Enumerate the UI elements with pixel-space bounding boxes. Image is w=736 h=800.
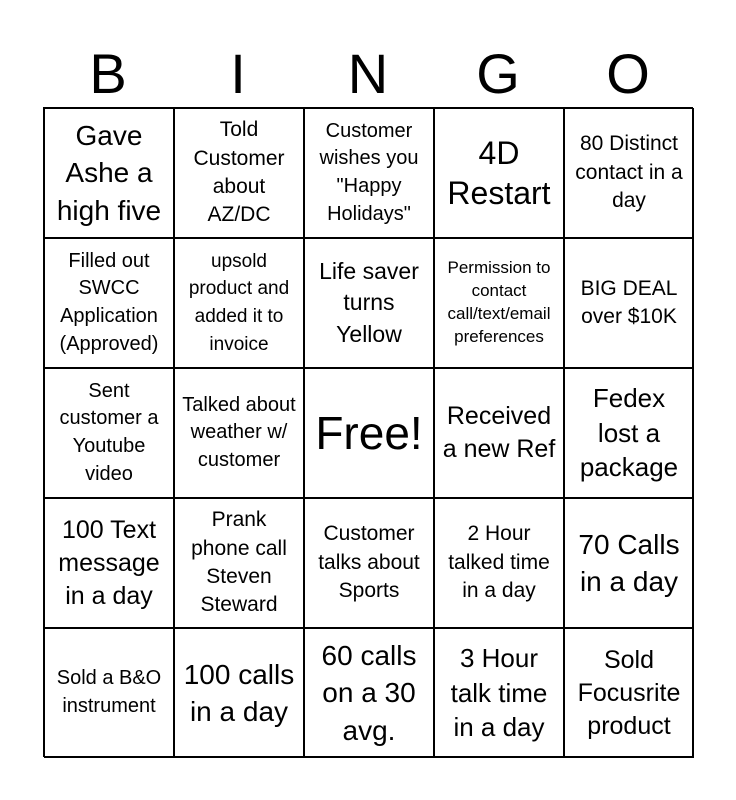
bingo-cell[interactable] [304, 108, 434, 238]
cell-text: Prank phone call Steven Steward [191, 508, 287, 617]
bingo-cell[interactable] [564, 368, 694, 498]
header-letter-n: N [347, 42, 389, 105]
cell-text: 80 Distinct contact in a day [575, 132, 683, 213]
bingo-card-grid [43, 107, 693, 757]
header-letter-b: B [89, 42, 127, 105]
bingo-cell[interactable] [434, 368, 564, 498]
cell-text: Received a new Ref [442, 402, 556, 463]
cell-text: 4D Restart [447, 135, 551, 211]
bingo-header [43, 40, 693, 108]
bingo-cell[interactable] [44, 238, 174, 368]
bingo-cell[interactable] [564, 108, 694, 238]
bingo-cell[interactable] [564, 498, 694, 628]
bingo-cell[interactable] [564, 238, 694, 368]
bingo-cell[interactable] [304, 628, 434, 758]
free-space-text: Free! [315, 406, 423, 459]
cell-text: Customer wishes you "Happy Holidays" [319, 119, 419, 225]
cell-text: Permission to contact call/text/email preferences [447, 258, 551, 346]
bingo-cell[interactable] [174, 238, 304, 368]
bingo-cell[interactable] [174, 108, 304, 238]
bingo-cell[interactable] [174, 628, 304, 758]
bingo-cell[interactable] [434, 238, 564, 368]
bingo-cell[interactable] [434, 628, 564, 758]
header-letter-o: O [606, 42, 650, 105]
cell-text: 100 calls in a day [183, 658, 295, 727]
cell-text: 100 Text message in a day [58, 515, 160, 610]
free-space-cell[interactable] [304, 368, 434, 498]
cell-text: Gave Ashe a high five [56, 120, 162, 226]
bingo-cell[interactable] [44, 368, 174, 498]
bingo-cell[interactable] [304, 238, 434, 368]
bingo-cell[interactable] [174, 498, 304, 628]
bingo-cell[interactable] [564, 628, 694, 758]
cell-text: Sent customer a Youtube video [59, 379, 159, 485]
cell-text: 60 calls on a 30 avg. [321, 640, 417, 746]
cell-text: Talked about weather w/ customer [182, 393, 296, 471]
bingo-cell[interactable] [434, 498, 564, 628]
header-letter-g: G [476, 42, 520, 105]
cell-text: Sold Focusrite product [577, 645, 681, 740]
cell-text: 2 Hour talked time in a day [448, 522, 550, 603]
cell-text: 70 Calls in a day [578, 528, 680, 597]
bingo-cell[interactable] [434, 108, 564, 238]
cell-text: BIG DEAL over $10K [580, 276, 678, 328]
cell-text: Sold a B&O instrument [56, 667, 162, 717]
bingo-cell[interactable] [174, 368, 304, 498]
cell-text: Life saver turns Yellow [319, 258, 419, 347]
cell-text: Customer talks about Sports [318, 522, 420, 603]
bingo-cell[interactable] [304, 498, 434, 628]
cell-text: Told Customer about AZ/DC [193, 118, 285, 227]
cell-text: upsold product and added it to invoice [188, 250, 290, 355]
bingo-cell[interactable] [44, 628, 174, 758]
bingo-cell[interactable] [44, 108, 174, 238]
cell-text: Filled out SWCC Application (Approved) [59, 249, 159, 355]
bingo-cell[interactable] [44, 498, 174, 628]
header-letter-i: I [230, 42, 246, 105]
cell-text: Fedex lost a package [579, 383, 679, 483]
cell-text: 3 Hour talk time in a day [450, 643, 548, 743]
